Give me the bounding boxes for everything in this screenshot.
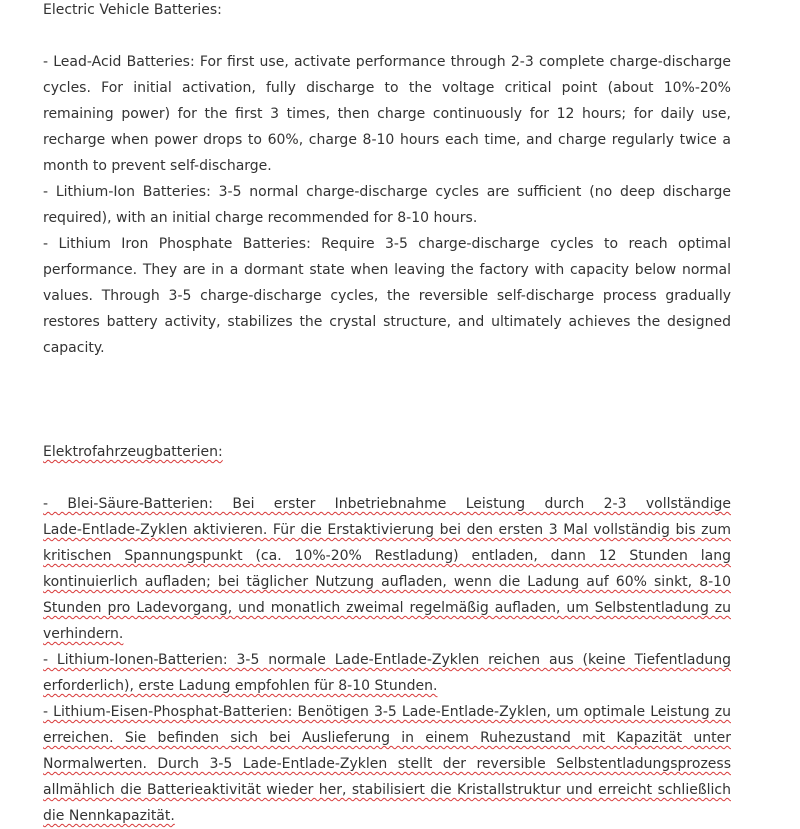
- german-paragraph-line: [43, 491, 731, 517]
- english-paragraph-line-text: month to prevent self-discharge.: [43, 158, 272, 174]
- german-paragraph-line-text: allmählich die Batterieaktivität wieder her, stabilisiert die Kristallstruktur und erreicht schließlich: [43, 782, 731, 798]
- english-heading: Electric Vehicle Batteries:: [43, 2, 222, 18]
- english-paragraph-line-text: recharge when power drops to 60%, charge 8-10 hours each time, and charge regularly twice a: [43, 132, 731, 148]
- english-paragraph-line: [43, 179, 731, 205]
- spellcheck-underline: Elektrofahrzeugbatterien:: [43, 444, 223, 460]
- german-paragraph-line-text: kritischen Spannungspunkt (ca. 10%-20% Restladung) entladen, dann 12 Stunden lang: [43, 548, 731, 564]
- german-paragraph-line: [43, 647, 731, 673]
- german-paragraph-line: [43, 543, 731, 569]
- german-paragraph-line-text: die Nennkapazität.: [43, 808, 175, 824]
- blank-line: [43, 465, 731, 491]
- english-paragraph-line-text: values. Through 3-5 charge-discharge cycles, the reversible self-discharge process gradually: [43, 288, 731, 304]
- blank-line: [43, 23, 731, 49]
- english-paragraph-line: [43, 127, 731, 153]
- german-paragraph-line: [43, 777, 731, 803]
- blank-line: [43, 361, 731, 387]
- german-paragraph-line: [43, 673, 731, 699]
- english-paragraph-line: [43, 205, 731, 231]
- german-paragraph-line: [43, 751, 731, 777]
- german-paragraph-line: [43, 595, 731, 621]
- german-paragraph-line: [43, 517, 731, 543]
- english-paragraph-line: [43, 257, 731, 283]
- german-paragraph-line-text: erreichen. Sie befinden sich bei Auslieferung in einem Ruhezustand mit Kapazität unter: [43, 730, 731, 746]
- english-paragraph-line: [43, 101, 731, 127]
- german-body: [43, 491, 731, 829]
- blank-line: [43, 387, 731, 413]
- german-paragraph-line: [43, 569, 731, 595]
- english-paragraph-line: [43, 231, 731, 257]
- blank-line: [43, 413, 731, 439]
- english-paragraph-line-text: - Lithium-Ion Batteries: 3-5 normal charge-discharge cycles are sufficient (no deep discharge: [43, 184, 731, 200]
- english-paragraph-line-text: remaining power) for the first 3 times, then charge continuously for 12 hours; for daily use,: [43, 106, 731, 122]
- english-paragraph-line-text: - Lead-Acid Batteries: For first use, activate performance through 2-3 complete charge-discharge: [43, 54, 731, 70]
- english-paragraph-line: [43, 75, 731, 101]
- german-paragraph-line-text: Normalwerten. Durch 3-5 Lade-Entlade-Zyklen stellt der reversible Selbstentladungsprozess: [43, 756, 731, 772]
- german-paragraph-line-text: - Blei-Säure-Batterien: Bei erster Inbetriebnahme Leistung durch 2-3 vollständige: [43, 496, 731, 512]
- english-paragraph-line-text: performance. They are in a dormant state when leaving the factory with capacity below normal: [43, 262, 731, 278]
- english-paragraph-line: [43, 49, 731, 75]
- german-paragraph-line: [43, 725, 731, 751]
- document-page: [43, 0, 731, 829]
- english-body: [43, 49, 731, 361]
- english-paragraph-line: [43, 335, 731, 361]
- english-paragraph-line-text: restores battery activity, stabilizes the crystal structure, and ultimately achieves the designed: [43, 314, 731, 330]
- german-paragraph-line-text: - Lithium-Eisen-Phosphat-Batterien: Benötigen 3-5 Lade-Entlade-Zyklen, um optimale Leistung zu: [43, 704, 731, 720]
- english-paragraph-line: [43, 283, 731, 309]
- german-paragraph-line-text: erforderlich), erste Ladung empfohlen für 8-10 Stunden.: [43, 678, 438, 694]
- german-paragraph-line: [43, 621, 731, 647]
- english-paragraph-line-text: cycles. For initial activation, fully discharge to the voltage critical point (about 10%-20%: [43, 80, 731, 96]
- german-heading: [43, 439, 731, 465]
- german-paragraph-line-text: kontinuierlich aufladen; bei täglicher Nutzung aufladen, wenn die Ladung auf 60% sinkt, 8-10: [43, 574, 731, 590]
- english-paragraph-line-text: - Lithium Iron Phosphate Batteries: Require 3-5 charge-discharge cycles to reach optimal: [43, 236, 731, 252]
- english-paragraph-line: [43, 153, 731, 179]
- english-paragraph-line-text: capacity.: [43, 340, 105, 356]
- german-paragraph-line-text: Stunden pro Ladevorgang, und monatlich zweimal regelmäßig aufladen, um Selbstentladung zu: [43, 600, 731, 616]
- english-paragraph-line: [43, 309, 731, 335]
- german-paragraph-line-text: - Lithium-Ionen-Batterien: 3-5 normale Lade-Entlade-Zyklen reichen aus (keine Tiefentladung: [43, 652, 731, 668]
- german-paragraph-line: [43, 803, 731, 829]
- german-paragraph-line-text: verhindern.: [43, 626, 124, 642]
- german-paragraph-line-text: Lade-Entlade-Zyklen aktivieren. Für die Erstaktivierung bei den ersten 3 Mal vollständig bis zum: [43, 522, 731, 538]
- english-paragraph-line-text: required), with an initial charge recommended for 8-10 hours.: [43, 210, 478, 226]
- german-paragraph-line: [43, 699, 731, 725]
